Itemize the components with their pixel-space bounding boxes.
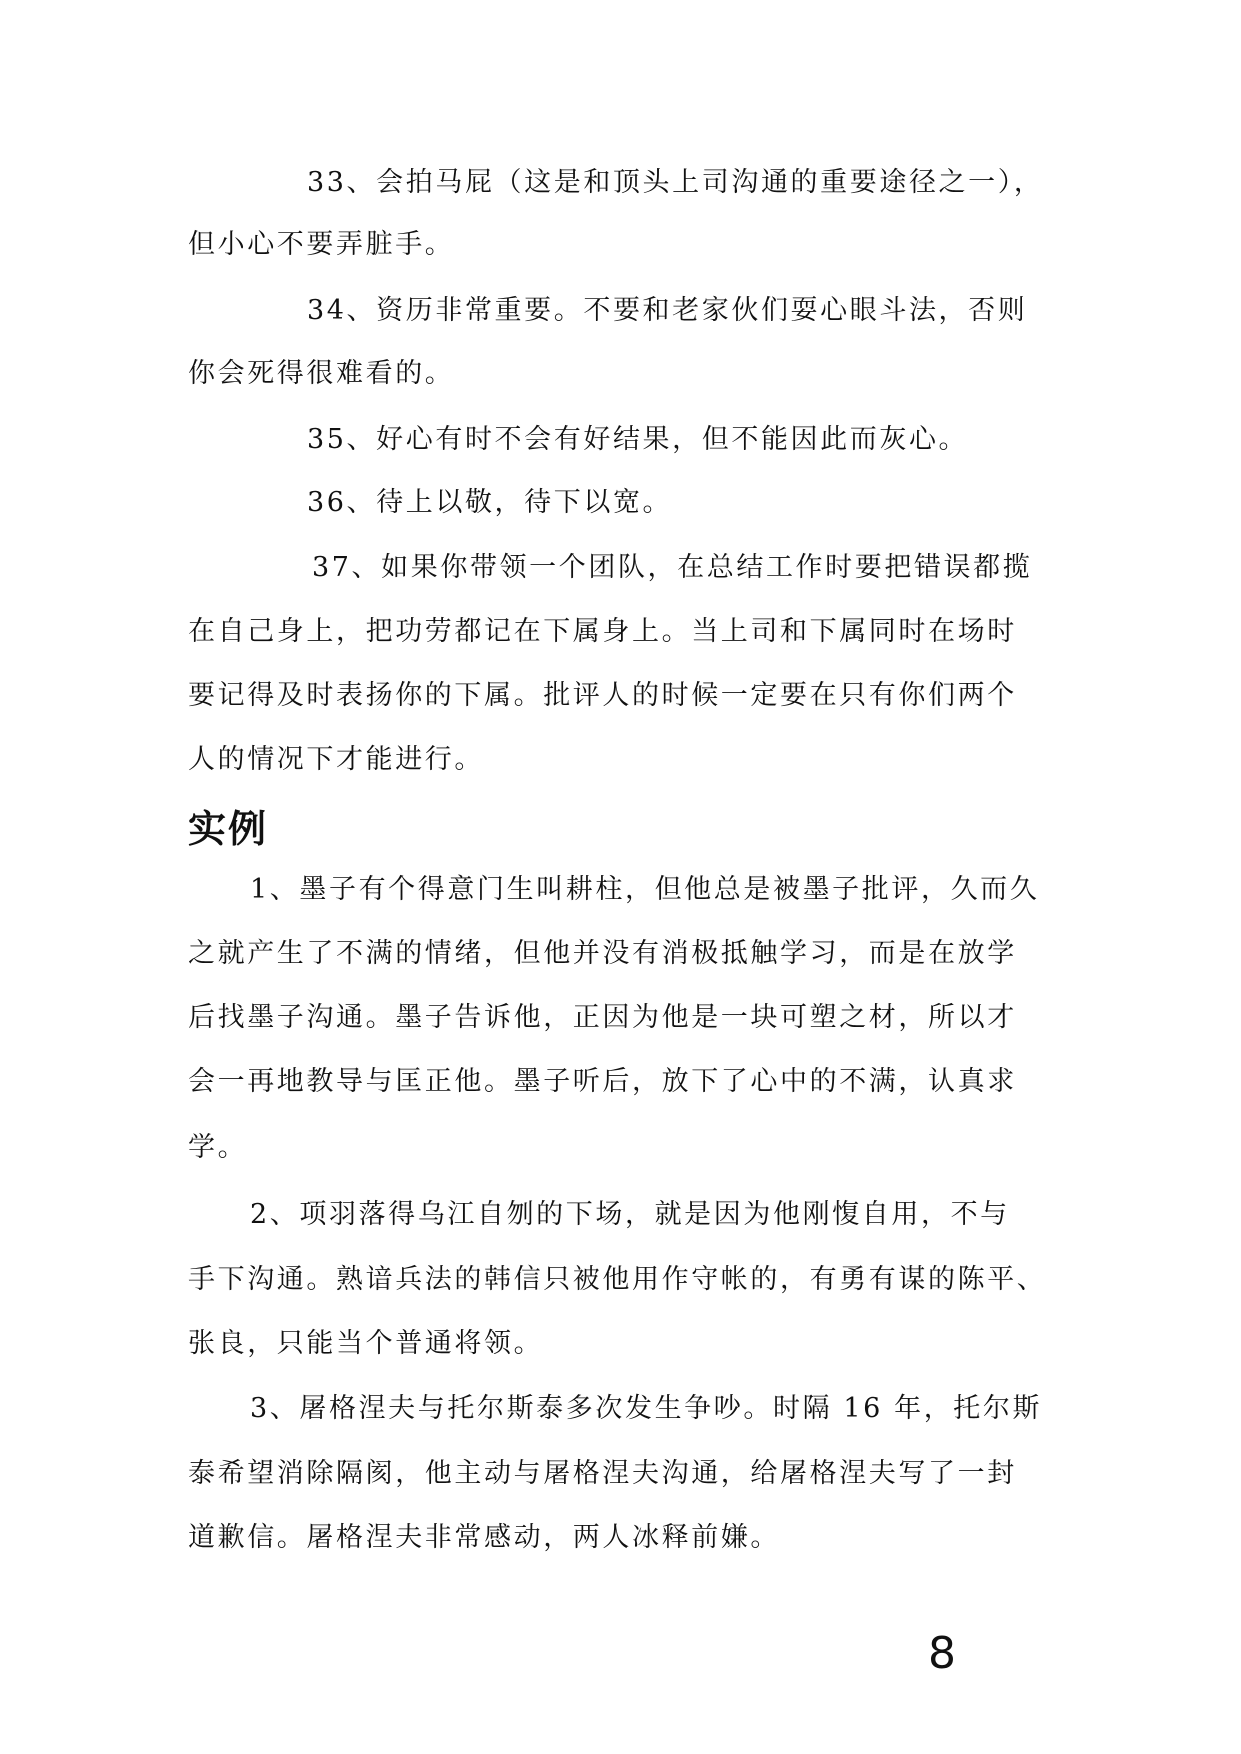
- tip-37-line-1: 37、如果你带领一个团队，在总结工作时要把错误都揽: [312, 552, 1033, 583]
- section-heading: 实例: [188, 807, 269, 851]
- example-2-line-3: 张良，只能当个普通将领。: [188, 1328, 544, 1359]
- example-1-line-4: 会一再地教导与匡正他。墨子听后，放下了心中的不满，认真求: [188, 1066, 1017, 1097]
- page-number: 8: [928, 1628, 956, 1679]
- tip-33-line-2: 但小心不要弄脏手。: [188, 229, 455, 260]
- tip-34-line-2: 你会死得很难看的。: [188, 358, 455, 389]
- tip-33-line-1: 33、会拍马屁（这是和顶头上司沟通的重要途径之一），: [307, 167, 1044, 198]
- example-1-line-2: 之就产生了不满的情绪，但他并没有消极抵触学习，而是在放学: [188, 938, 1017, 969]
- example-1-line-3: 后找墨子沟通。墨子告诉他，正因为他是一块可塑之材，所以才: [188, 1002, 1017, 1033]
- example-2-line-1: 2、项羽落得乌江自刎的下场，就是因为他刚愎自用，不与: [250, 1199, 1010, 1230]
- example-1-line-1: 1、墨子有个得意门生叫耕柱，但他总是被墨子批评，久而久: [250, 874, 1040, 905]
- tip-37-line-2: 在自己身上，把功劳都记在下属身上。当上司和下属同时在场时: [188, 616, 1017, 647]
- tip-37-line-3: 要记得及时表扬你的下属。批评人的时候一定要在只有你们两个: [188, 680, 1017, 711]
- example-3-line-1: 3、屠格涅夫与托尔斯泰多次发生争吵。时隔 16 年，托尔斯: [250, 1393, 1043, 1424]
- example-1-line-5: 学。: [188, 1132, 248, 1163]
- example-3-line-3: 道歉信。屠格涅夫非常感动，两人冰释前嫌。: [188, 1522, 780, 1553]
- tip-34-line-1: 34、资历非常重要。不要和老家伙们耍心眼斗法，否则: [307, 295, 1028, 326]
- tip-36-line-1: 36、待上以敬，待下以宽。: [307, 487, 673, 518]
- tip-37-line-4: 人的情况下才能进行。: [188, 744, 484, 775]
- example-2-line-2: 手下沟通。熟谙兵法的韩信只被他用作守帐的，有勇有谋的陈平、: [188, 1264, 1047, 1295]
- example-3-line-2: 泰希望消除隔阂，他主动与屠格涅夫沟通，给屠格涅夫写了一封: [188, 1458, 1017, 1489]
- tip-35-line-1: 35、好心有时不会有好结果，但不能因此而灰心。: [307, 424, 969, 455]
